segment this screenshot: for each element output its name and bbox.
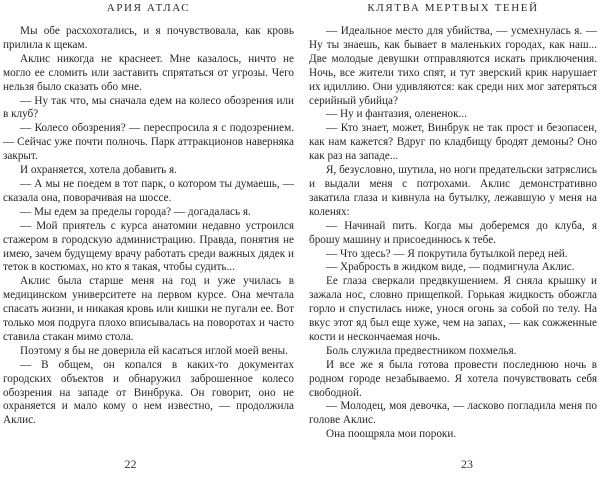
paragraph: И охраняется, хотела добавить я. bbox=[20, 164, 177, 177]
right-page-text bbox=[309, 25, 597, 459]
paragraph: — Храбрость в жидком виде, — подмигнула Аклис. bbox=[326, 261, 575, 274]
paragraph: И все же я была готова провести последнюю ночь в родном городе незабываемо. Я хотела почувствовать себя свободной. bbox=[309, 358, 597, 399]
paragraph: — Что здесь? — Я покрутила бутылкой перед ней. bbox=[326, 247, 568, 260]
paragraph: Я, безусловно, шутила, но ноги предательски затряслись и выдали меня с потрохами. Аклис демонстративно закатила глаза и кивнула на бутылку, лежавшую у меня на коленях: bbox=[309, 164, 597, 218]
paragraph: Боль служила предвестником похмелья. bbox=[326, 344, 517, 357]
page-number-left: 22 bbox=[124, 457, 137, 471]
paragraph: — Ну и фантазия, олененок... bbox=[326, 108, 467, 121]
paragraph: — Идеальное место для убийства, — усмехнулась я. — Ну ты знаешь, как бывает в маленьких городах, как наш... Две молодые девушки отправляются искать приключения. Ночь, все жители тихо спят, и тут зверский крик нарушает их идиллию. Они удивляются: как среди них мог затеряться серийный убийца? bbox=[309, 25, 597, 107]
paragraph: Мы обе расхохотались, и я почувствовала, как кровь прилила к щекам. bbox=[3, 25, 294, 51]
page-number-right: 23 bbox=[461, 457, 473, 471]
left-page-text bbox=[3, 25, 294, 459]
paragraph: — А мы не поедем в тот парк, о котором ты думаешь, — сказала она, поворачивая на шоссе. bbox=[3, 177, 294, 204]
paragraph: — Колесо обозрения? — переспросила я с подозрением. — Сейчас уже почти полночь. Парк аттракционов наверняка закрыт. bbox=[3, 122, 294, 163]
paragraph: Аклис никогда не краснеет. Мне казалось, ничто не могло ее сломить или заставить спрятаться от угрозы. Чего нельзя было сказать обо мне. bbox=[3, 52, 294, 93]
running-head-author: АРИЯ АТЛАС bbox=[106, 2, 191, 14]
running-head-title: КЛЯТВА МЕРТВЫХ ТЕНЕЙ bbox=[367, 2, 539, 14]
paragraph: — Мы едем за пределы города? — догадалась я. bbox=[20, 205, 251, 218]
paragraph: Она поощряла мои пороки. bbox=[326, 428, 457, 441]
paragraph: — Ну так что, мы сначала едем на колесо обозрения или в клуб? bbox=[3, 94, 294, 121]
paragraph: Аклис была старше меня на год и уже училась в медицинском университете на первом курсе. Она мечтала спасать жизни, и никакая кровь или кишки не пугали ее. Вот только моя подруга плохо вписывалась на поворотах и часто ставила стакан мимо стола. bbox=[3, 275, 294, 343]
right-page bbox=[309, 0, 597, 482]
left-page bbox=[3, 0, 294, 482]
paragraph: — Начинай пить. Когда мы доберемся до клуба, я брошу машину и присоединюсь к тебе. bbox=[309, 219, 597, 246]
paragraph: — Молодец, моя девочка, — ласково погладила меня по голове Аклис. bbox=[309, 400, 597, 427]
paragraph: — Кто знает, может, Винбрук не так прост и безопасен, как нам кажется? Вдруг по кладбищу бродят демоны? Оно как раз на западе... bbox=[309, 122, 597, 163]
paragraph: Поэтому я бы не доверила ей касаться иглой моей вены. bbox=[20, 344, 288, 357]
paragraph: Ее глаза сверкали предвкушением. Я сняла крышку и зажала нос, словно прищепкой. Горькая жидкость обожгла горло и спустилась ниже, унося огонь за собой по телу. На вкус этот яд был еще хуже, чем на запах, — как сожженные кости и нескончаемая ночь. bbox=[309, 275, 597, 343]
paragraph: — В общем, он копался в каких-то документах городских объектов и обнаружил заброшенное колесо обозрения на западе от Винбрука. Он говорит, оно не охраняется и мало кому о нем известно, — продолжила Аклис. bbox=[3, 358, 294, 427]
paragraph: — Мой приятель с курса анатомии недавно устроился стажером в городскую администрацию. Правда, понятия не имею, зачем будущему врачу работать среди важных дядек и теток в костюмах, но кто я такая, чтобы судить... bbox=[3, 219, 294, 274]
